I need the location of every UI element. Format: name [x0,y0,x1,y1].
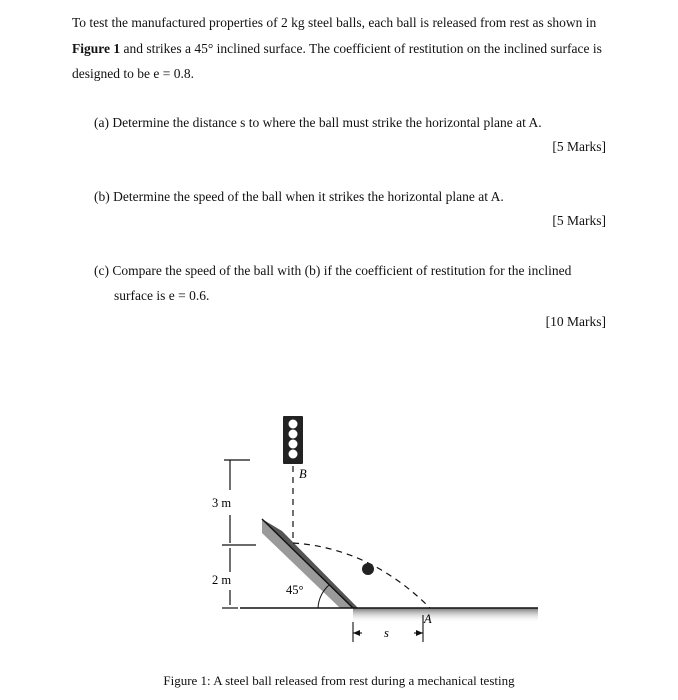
part-b-text: (b) Determine the speed of the ball when it strikes the horizontal plane at A. [94,189,504,204]
part-c-text-line1: (c) Compare the speed of the ball with (b) if the coefficient of restitution for the inclined [94,263,572,278]
dimension-s-label: s [384,626,389,640]
horizontal-plane [240,608,538,622]
intro-text-2: and strikes a 45° inclined surface. The coefficient of restitution on the inclined surface is designed to be [72,40,602,81]
restitution-value: e = 0.8. [153,66,194,81]
point-a-label: A [424,612,432,626]
part-c-text-line2: surface is e = 0.6. [114,288,210,303]
point-b-label: B [299,467,307,481]
inclined-surface [262,519,358,608]
dimension-2m-label: 2 m [212,573,232,587]
figure-reference: Figure 1 [72,40,121,56]
part-c-marks: [10 Marks] [545,314,606,329]
dimension-3m-label: 3 m [212,496,232,510]
ball-dispenser [283,416,303,464]
part-a-text: (a) Determine the distance s to where the ball must strike the horizontal plane at A. [94,115,542,130]
steel-ball [362,563,374,575]
figure-caption: Figure 1: A steel ball released from rest during a mechanical testing [163,673,515,688]
part-b-marks: [5 Marks] [552,213,606,228]
part-a-marks: [5 Marks] [552,139,606,154]
intro-text-1: To test the manufactured properties of 2 kg steel balls, each ball is released from rest as shown in [72,15,597,30]
angle-label: 45° [286,583,304,597]
